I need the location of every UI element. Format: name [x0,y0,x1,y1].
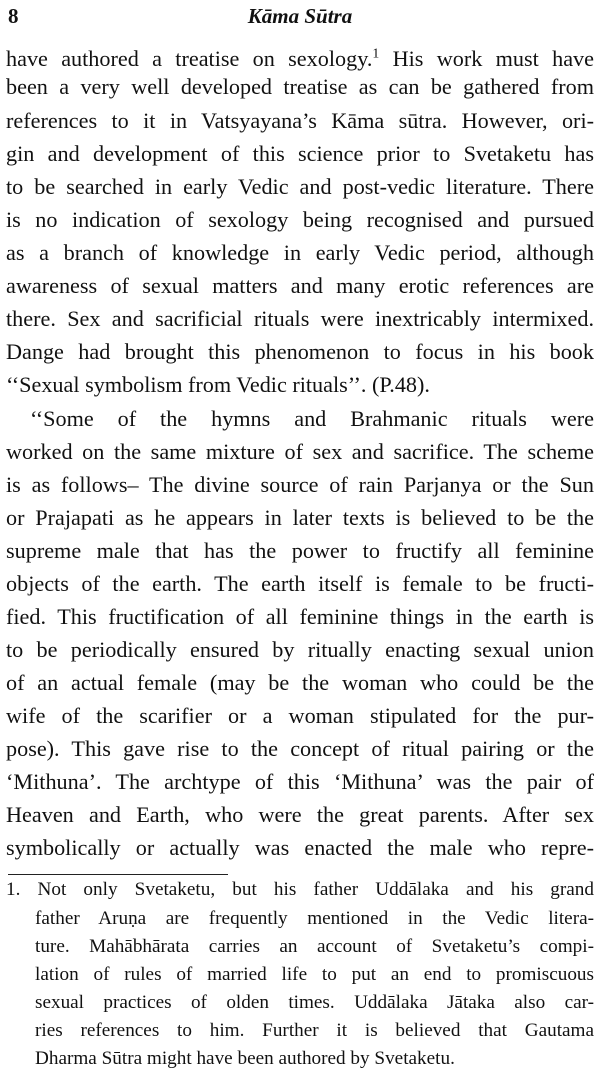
footnote-line-1: 1. Not only Svetaketu, but his father Uddālaka and his grand [6,879,594,900]
body-line-1-tail: His work must have [379,46,594,71]
body-line-14: is as follows– The divine source of rain Parjanya or the Sun [6,472,594,497]
footnote-line-7: Dharma Sūtra might have been authored by Svetaketu. [35,1048,455,1069]
body-line-6: is no indication of sexology being recognised and pursued [6,207,594,232]
body-line-12: ‘‘Some of the hymns and Brahmanic rituals were [30,406,594,431]
page-header [6,4,594,32]
body-line-20: of an actual female (may be the woman who could be the [6,670,594,695]
footnote-ref: 1 [372,45,380,61]
body-line-17: objects of the earth. The earth itself is female to be fructi- [6,571,594,596]
footnote-line-5: sexual practices of olden times. Uddālaka Jātaka also car- [35,992,594,1013]
running-title: Kāma Sūtra [247,4,353,28]
page-number: 8 [8,4,19,28]
body-line-4: gin and development of this science prior to Svetaketu has [6,141,594,166]
body-line-11: ‘‘Sexual symbolism from Vedic rituals’’. (P.48). [6,372,430,397]
body-line-1-text: have authored a treatise on sexology. [6,46,373,71]
body-line-23: ‘Mithuna’. The archtype of this ‘Mithuna’ was the pair of [6,769,594,794]
body-line-13: worked on the same mixture of sex and sacrifice. The scheme [6,439,594,464]
body-line-9: there. Sex and sacrificial rituals were inextricably intermixed. [6,306,594,331]
footnote-line-6: ries references to him. Further it is believed that Gautama [35,1020,594,1041]
body-line-21: wife of the scarifier or a woman stipulated for the pur- [6,703,594,728]
footnote-line-2: father Aruṇa are frequently mentioned in the Vedic litera- [35,908,594,929]
body-line-7: as a branch of knowledge in early Vedic period, although [6,240,594,265]
body-line-16: supreme male that has the power to fructify all feminine [6,538,594,563]
footnote-line-3: ture. Mahābhārata carries an account of Svetaketu’s compi- [35,936,594,957]
body-line-10: Dange had brought this phenomenon to focus in his book [6,339,594,364]
body-line-24: Heaven and Earth, who were the great parents. After sex [6,802,594,827]
body-line-1 [6,45,594,73]
body-line-3: references to it in Vatsyayana’s Kāma sūtra. However, ori- [6,108,594,133]
body-line-15: or Prajapati as he appears in later texts is believed to be the [6,505,594,530]
body-line-8: awareness of sexual matters and many erotic references are [6,273,594,298]
footnote-line-4: lation of rules of married life to put an end to promiscuous [35,964,594,985]
body-line-18: fied. This fructification of all feminine things in the earth is [6,604,594,629]
body-line-5: to be searched in early Vedic and post-vedic literature. There [6,174,594,199]
body-line-2: been a very well developed treatise as can be gathered from [6,74,594,99]
body-line-19: to be periodically ensured by ritually enacting sexual union [6,637,594,662]
footnote-divider [8,874,228,875]
body-line-25: symbolically or actually was enacted the male who repre- [6,835,594,860]
body-line-22: pose). This gave rise to the concept of ritual pairing or the [6,736,594,761]
